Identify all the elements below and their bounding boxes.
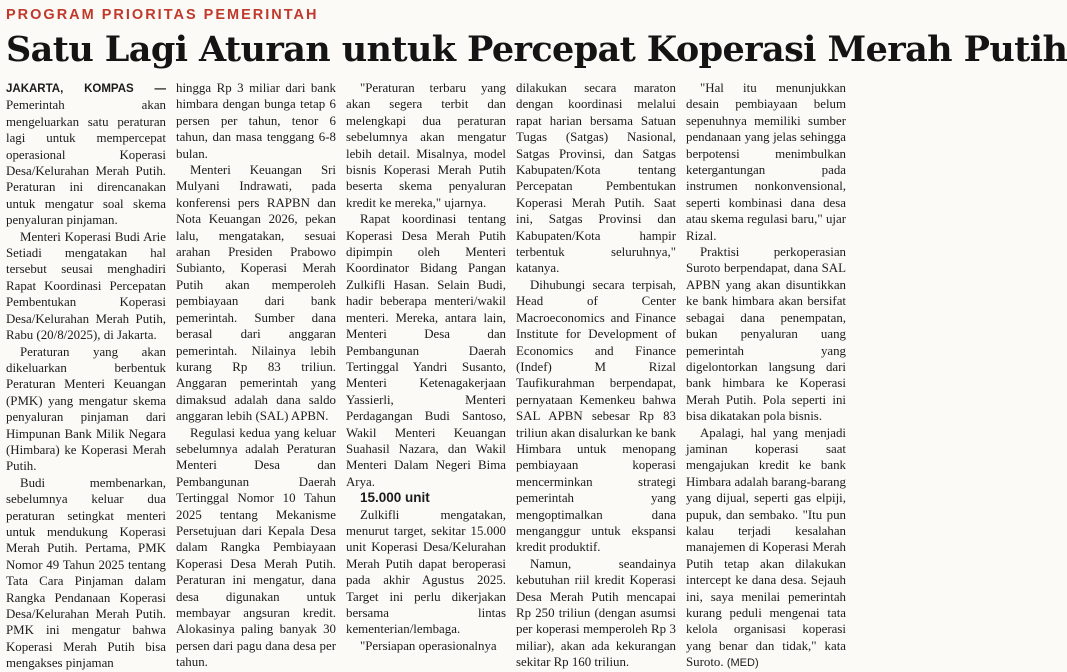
body-paragraph: Apalagi, hal yang menjadi jaminan koperasi saat mengajukan kredit ke bank Himbara adalah barang-barang yang dijual, seperti gas elpiji, pupuk, dan sembako. "Itu pun kalau terjadi kesalahan manajemen di Koperasi Merah Putih tetap akan dilakukan intercept ke dana desa. Sejauh ini, saya menilai pemerintah kurang peduli mengenai tata kelola organisasi koperasi yang benar dan tidak," kata Suroto. (MED) xyxy=(686,425,846,670)
body-paragraph: Menteri Koperasi Budi Arie Setiadi mengatakan hal tersebut seusai menghadiri Rapat Koordinasi Percepatan Pembentukan Koperasi Desa/Kelurahan Merah Putih, Rabu (20/8/2025), di Jakarta. xyxy=(6,229,166,343)
column-2 xyxy=(176,80,336,670)
body-paragraph: Peraturan yang akan dikeluarkan berbentuk Peraturan Menteri Keuangan (PMK) yang mengatur skema penyaluran pinjaman dari Himpunan Bank Milik Negara (Himbara) ke Koperasi Merah Putih. xyxy=(6,344,166,474)
column-3 xyxy=(346,80,506,653)
body-paragraph: "Hal itu menunjukkan desain pembiayaan belum sepenuhnya memiliki sumber pendanaan yang jelas sehingga berpotensi menimbulkan ketergantungan pada instrumen nonkonvensional, seperti kombinasi dana desa atau skema regulasi baru," ujar Rizal. xyxy=(686,81,846,243)
body-paragraph: Dihubungi secara terpisah, Head of Center Macroeconomics and Finance Institute for Development of Economics and Finance (Indef) M Rizal Taufikurahman berpendapat, pernyataan Kemenkeu bahwa SAL APBN sebesar Rp 83 triliun akan disalurkan ke bank Himbara untuk menopang pembiayaan koperasi mencerminkan strategi pemerintah yang mengoptimalkan dana menganggur untuk ekspansi kredit produktif. xyxy=(516,277,676,555)
body-paragraph: Rapat koordinasi tentang Koperasi Desa Merah Putih dipimpin oleh Menteri Koordinator Bidang Pangan Zulkifli Hasan. Selain Budi, hadir beberapa menteri/wakil menteri. Mereka, antara lain, Menteri Desa dan Pembangunan Daerah Tertinggal Yandri Susanto, Menteri Ketenagakerjaan Yassierli, Menteri Perdagangan Budi Santoso, Wakil Menteri Keuangan Suahasil Nazara, dan Wakil Menteri Dalam Negeri Bima Arya. xyxy=(346,212,506,489)
subheading: 15.000 unit xyxy=(360,490,430,506)
body-paragraph: hingga Rp 3 miliar dari bank himbara dengan bunga tetap 6 persen per tahun, tenor 6 tahun, dan masa tenggang 6-8 bulan. xyxy=(176,81,336,161)
body-paragraph: Praktisi perkoperasian Suroto berpendapat, dana SAL APBN yang akan disuntikkan ke bank himbara akan bersifat sebagai dana penempatan, bukan penyaluran uang pemerintah yang digelontorkan langsung dari bank himbara ke Koperasi Merah Putih. Pola seperti ini bisa dikatakan pola bisnis. xyxy=(686,245,846,424)
dateline: JAKARTA, KOMPAS — xyxy=(6,83,166,95)
column-4 xyxy=(516,80,676,670)
body-paragraph: Regulasi kedua yang keluar sebelumnya adalah Peraturan Menteri Desa dan Pembangunan Daerah Tertinggal Nomor 10 Tahun 2025 tentang Mekanisme Persetujuan dari Kepala Desa dalam Rangka Pembiayaan Koperasi Desa Merah Putih. Peraturan ini mengatur, dana desa digunakan untuk membayar angsuran kredit. Alokasinya paling banyak 30 persen dari pagu dana desa per tahun. xyxy=(176,425,336,670)
body-paragraph: Menteri Keuangan Sri Mulyani Indrawati, pada konferensi pers RAPBN dan Nota Keuangan 2026, pekan lalu, mengatakan, sesuai arahan Presiden Prabowo Subianto, Koperasi Merah Putih akan memperoleh pembiayaan dari bank pemerintah. Sumber dana berasal dari anggaran pemerintah. Nilainya lebih kurang Rp 83 triliun. Anggaran pemerintah yang dimaksud adalah dana saldo anggaran lebih (SAL) APBN. xyxy=(176,163,336,424)
body-paragraph: Zulkifli mengatakan, menurut target, sekitar 15.000 unit Koperasi Desa/Kelurahan Merah Putih dapat beroperasi pada akhir Agustus 2025. Target ini perlu dikerjakan bersama lintas kementerian/lembaga. xyxy=(346,507,506,637)
body-paragraph: dilakukan secara maraton dengan koordinasi melalui rapat harian bersama Satuan Tugas (Satgas) Nasional, Satgas Provinsi, dan Satgas Kabupaten/Kota tentang Percepatan Pembentukan Koperasi Merah Putih. Saat ini, Satgas Provinsi dan Kabupaten/Kota hampir terbentuk seluruhnya," katanya. xyxy=(516,81,676,276)
column-5 xyxy=(686,80,846,670)
headline: Satu Lagi Aturan untuk Percepat Koperasi Merah Putih xyxy=(6,29,1067,70)
article-body xyxy=(6,80,1008,671)
body-paragraph: "Peraturan terbaru yang akan segera terbit dan melengkapi dua peraturan sebelumnya akan mengatur lebih detail. Misalnya, model bisnis Koperasi Merah Putih beserta skema penyaluran kredit ke mereka," ujarnya. xyxy=(346,81,506,210)
column-1 xyxy=(6,80,166,671)
lead-paragraph: JAKARTA, KOMPAS — Pemerintah akan mengeluarkan satu peraturan lagi untuk mempercepat operasional Koperasi Desa/Kelurahan Merah Putih. Peraturan ini direncanakan untuk mengatur soal skema penyaluran pinjaman. xyxy=(6,83,166,228)
body-paragraph: Namun, seandainya kebutuhan riil kredit Koperasi Desa Merah Putih mencapai Rp 250 triliun (dengan asumsi per koperasi memperoleh Rp 3 miliar), akan ada kekurangan sekitar Rp 160 triliun. xyxy=(516,556,676,670)
body-paragraph: "Persiapan operasionalnya xyxy=(360,638,497,653)
author-credit: (MED) xyxy=(726,657,759,670)
body-paragraph: Budi membenarkan, sebelumnya keluar dua peraturan setingkat menteri untuk mendukung Koperasi Merah Putih. Pertama, PMK Nomor 49 Tahun 2025 tentang Tata Cara Pinjaman dalam Rangka Pendanaan Koperasi Desa/Kelurahan Merah Putih. PMK ini mengatur bahwa Koperasi Merah Putih bisa mengakses pinjaman xyxy=(6,475,166,671)
rubric-kicker: PROGRAM PRIORITAS PEMERINTAH xyxy=(6,7,319,23)
